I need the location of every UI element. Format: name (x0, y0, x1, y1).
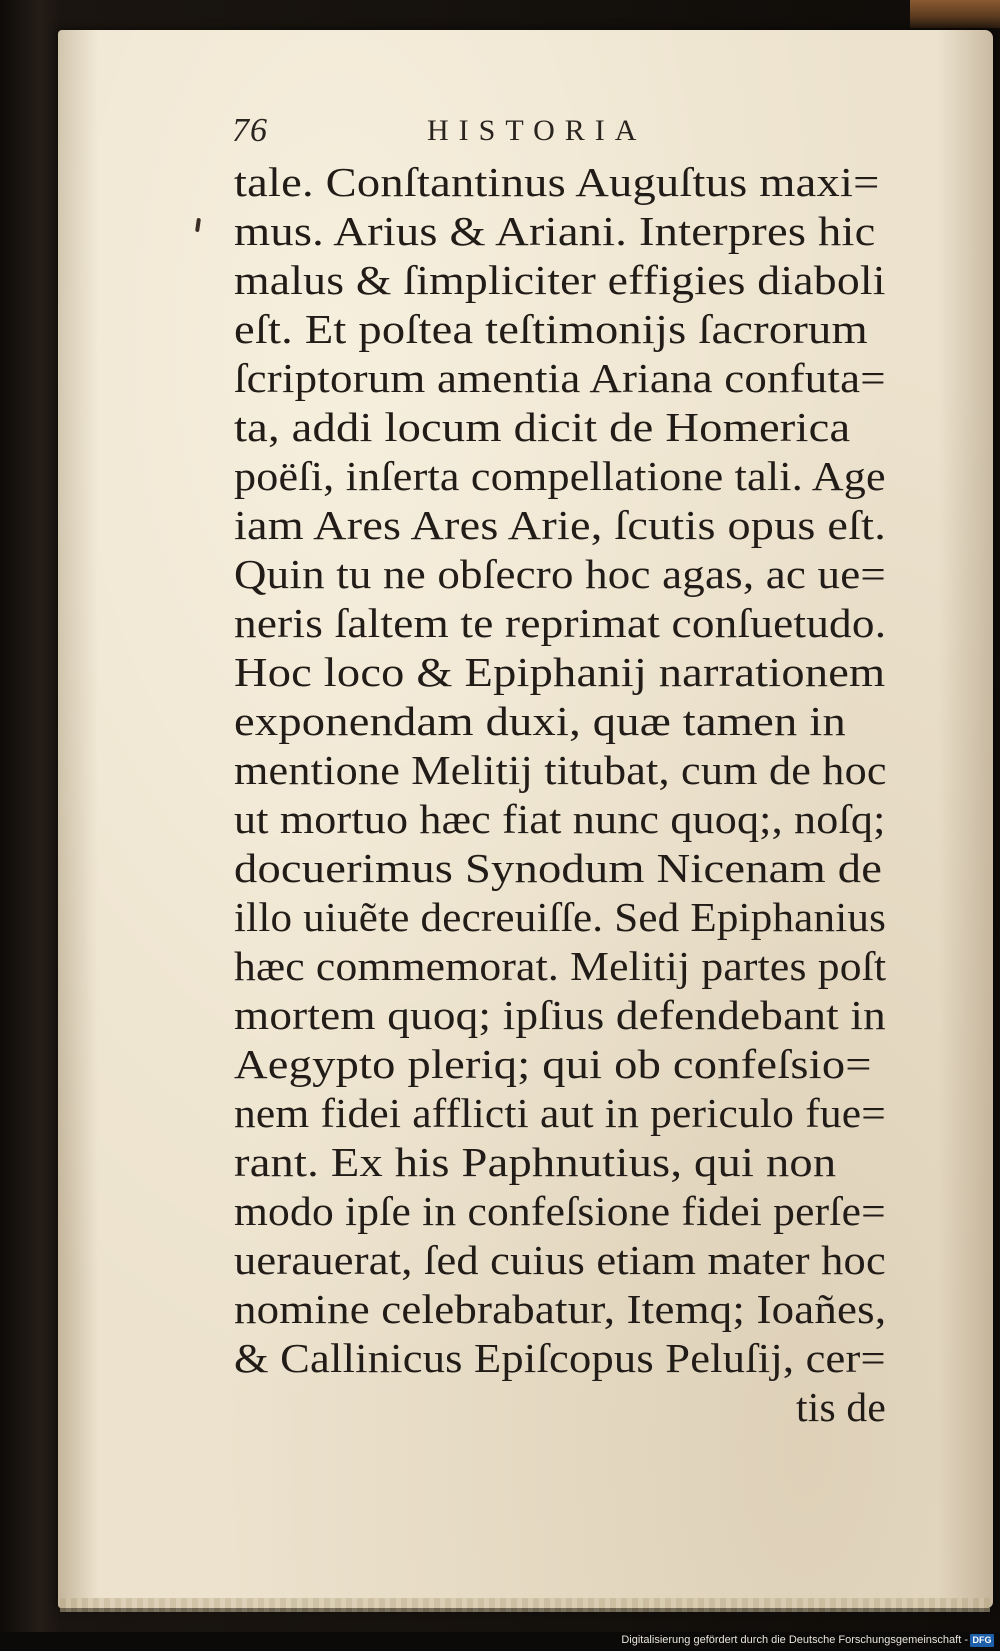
text-line: nem fidei afflicti aut in periculo fue= (234, 1090, 887, 1136)
text-line: iam Ares Ares Arie, ſcutis opus eſt. (234, 502, 887, 548)
text-line: nomine celebrabatur, Itemq; Ioañes, (234, 1286, 887, 1332)
catchword-line: tis de (796, 1384, 886, 1430)
text-line: modo ipſe in confeſsione fidei perſe= (234, 1188, 886, 1234)
text-line: tale. Conſtantinus Auguſtus maxi= (234, 159, 880, 205)
text-line: Hoc loco & Epiphanij narrationem (234, 649, 886, 695)
page-bottom-edge (60, 1598, 990, 1612)
text-line: ut mortuo hæc fiat nunc quoq;, noſq; (234, 796, 886, 842)
funding-credit: Digitalisierung gefördert durch die Deutsche Forschungsgemeinschaft - (621, 1634, 968, 1646)
page-number: 76 (232, 112, 268, 149)
text-line: malus & ſimpliciter effigies diaboli (234, 257, 886, 303)
text-line: ſcriptorum amentia Ariana confuta= (234, 355, 886, 401)
text-line: docuerimus Synodum Nicenam de (234, 845, 883, 891)
text-line: mentione Melitij titubat, cum de hoc (234, 747, 887, 793)
text-line: mus. Arius & Ariani. Interpres hic (234, 208, 876, 254)
text-line: poëſi, inſerta compellatione tali. Age (234, 453, 886, 499)
text-line: exponendam duxi, quæ tamen in (234, 698, 846, 744)
running-head: HISTORIA (427, 114, 647, 147)
text-line: Quin tu ne obſecro hoc agas, ac ue= (234, 551, 886, 597)
text-line: rant. Ex his Paphnutius, qui non (234, 1139, 837, 1185)
page-header (232, 112, 892, 152)
text-line: & Callinicus Epiſcopus Peluſij, cer= (234, 1335, 886, 1381)
body-text (234, 158, 934, 1432)
text-line: illo uiuẽte decreuiſſe. Sed Epiphanius (234, 894, 887, 940)
text-line: uerauerat, ſed cuius etiam mater hoc (234, 1237, 886, 1283)
dfg-logo: DFG (970, 1634, 994, 1647)
book-edge (910, 0, 1000, 28)
text-line: hæc commemorat. Melitij partes poſt (234, 943, 887, 989)
text-line: mortem quoq; ipſius defendebant in (234, 992, 886, 1038)
text-line: ta, addi locum dicit de Homerica (234, 404, 851, 450)
text-line: neris ſaltem te reprimat conſuetudo. (234, 600, 887, 646)
text-line: Aegypto pleriq; qui ob confeſsio= (234, 1041, 872, 1087)
text-line: eſt. Et poſtea teſtimonijs ſacrorum (234, 306, 868, 352)
